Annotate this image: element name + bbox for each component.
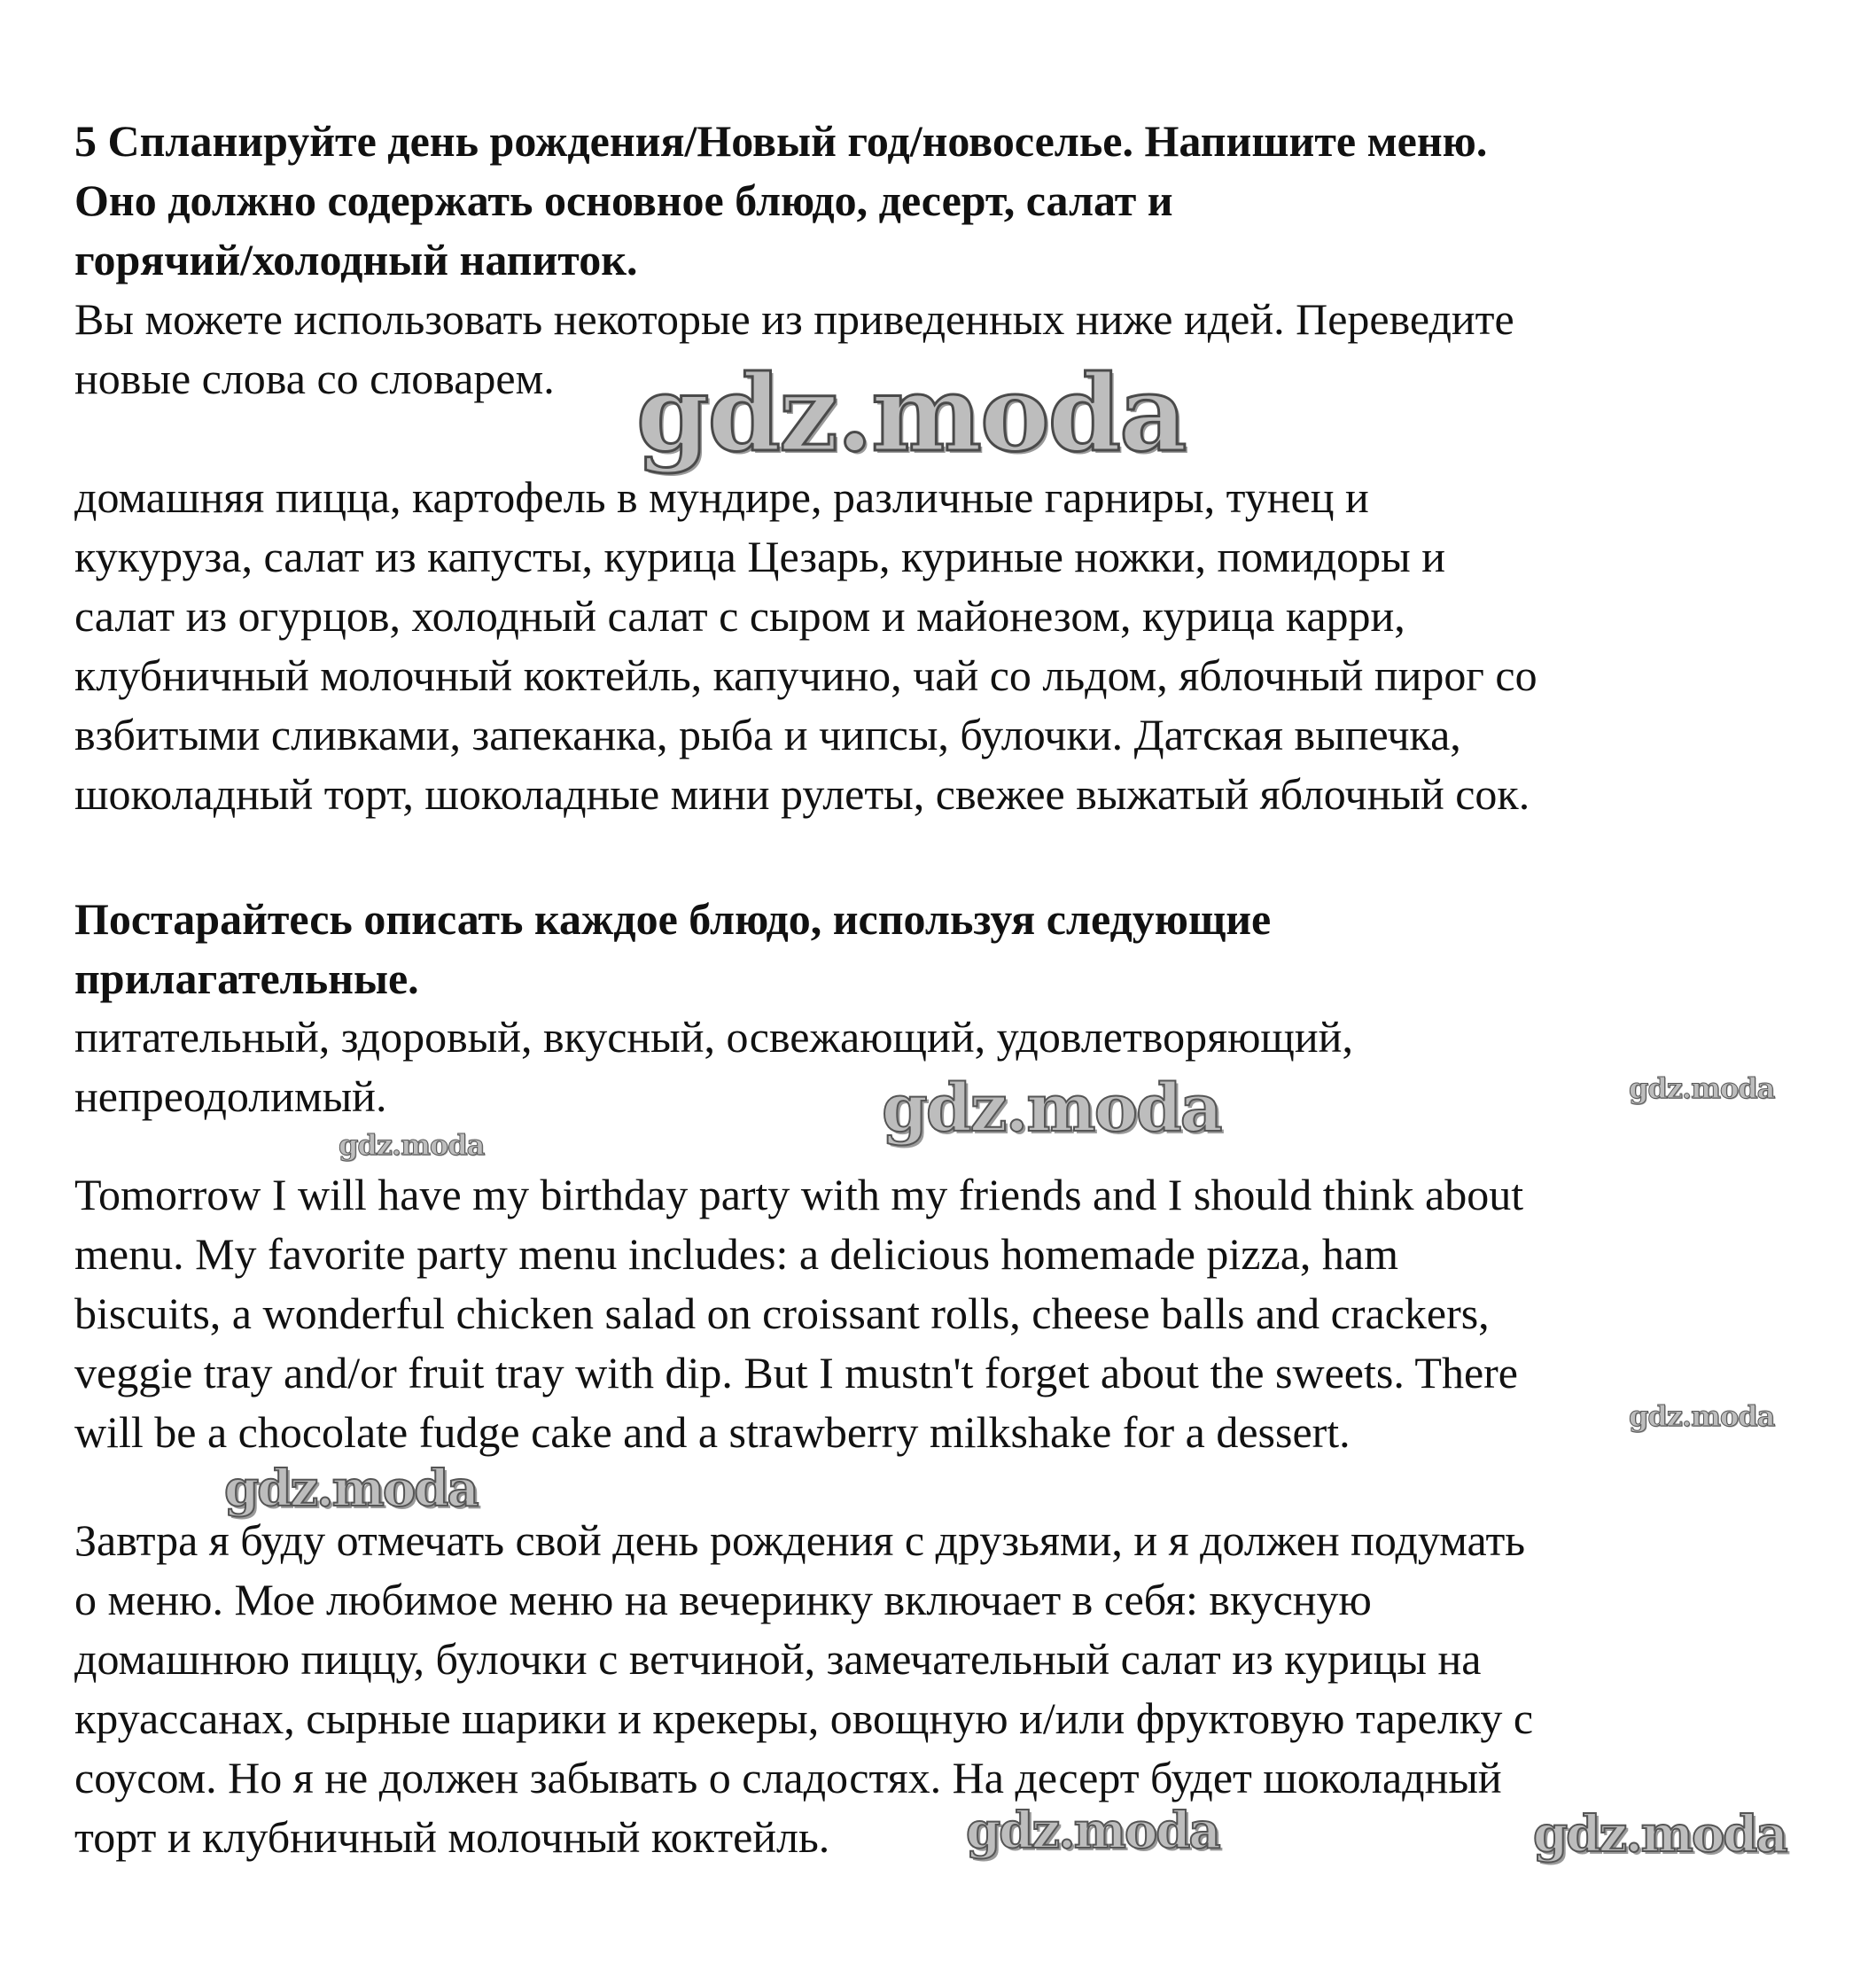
answer-ru-line: торт и клубничный молочный коктейль. [74,1812,830,1862]
ideas-line: взбитыми сливками, запеканка, рыба и чипсы, булочки. Датская выпечка, [74,710,1461,759]
watermark-logo: gdz.moda [966,1802,1219,1860]
ideas-line: клубничный молочный коктейль, капучино, чай со льдом, яблочный пирог со [74,650,1537,700]
watermark-logo: gdz.moda [224,1460,478,1518]
task-heading-line: 5 Спланируйте день рождения/Новый год/новоселье. Напишите меню. [74,116,1488,166]
answer-ru-line: о меню. Мое любимое меню на вечеринку включает в себя: вкусную [74,1575,1372,1624]
ideas-line: шоколадный торт, шоколадные мини рулеты, свежее выжатый яблочный сок. [74,769,1530,819]
instruction-line: Вы можете использовать некоторые из приведенных ниже идей. Переведите [74,294,1514,344]
answer-en-line: will be a chocolate fudge cake and a strawberry milkshake for a dessert. [74,1407,1351,1457]
watermark-logo: gdz.moda [882,1070,1221,1147]
answer-ru-line: соусом. Но я не должен забывать о сладостях. На десерт будет шоколадный [74,1753,1502,1802]
answer-ru-line: Завтра я буду отмечать свой день рождения с друзьями, и я должен подумать [74,1515,1526,1565]
watermark-logo: gdz.moda [1629,1071,1775,1105]
adjectives-line: непреодолимый. [74,1071,387,1121]
instruction-line: новые слова со словарем. [74,354,555,403]
answer-en-line: veggie tray and/or fruit tray with dip. But I mustn't forget about the sweets. There [74,1348,1519,1397]
ideas-line: кукуруза, салат из капусты, курица Цезарь, куриные ножки, помидоры и [74,532,1445,581]
answer-en-line: Tomorrow I will have my birthday party with my friends and I should think about [74,1170,1524,1219]
answer-en-line: biscuits, a wonderful chicken salad on croissant rolls, cheese balls and crackers, [74,1288,1490,1338]
describe-heading [74,890,1820,1008]
answer-ru-line: круассанах, сырные шарики и крекеры, овощную и/или фруктовую тарелку с [74,1693,1534,1743]
task-heading [74,112,1820,290]
watermark-logo: gdz.moda [1533,1805,1786,1864]
watermark-logo: gdz.moda [339,1128,485,1162]
watermark-logo: gdz.moda [1629,1399,1775,1433]
ideas-line: домашняя пицца, картофель в мундире, различные гарниры, тунец и [74,472,1369,522]
describe-heading-line: прилагательные. [74,954,419,1003]
answer-ru-line: домашнюю пиццу, булочки с ветчиной, замечательный салат из курицы на [74,1634,1482,1684]
ideas-line: салат из огурцов, холодный салат с сыром и майонезом, курица карри, [74,591,1405,641]
describe-heading-line: Постарайтесь описать каждое блюдо, используя следующие [74,894,1272,944]
answer-english [74,1165,1820,1462]
adjectives-line: питательный, здоровый, вкусный, освежающий, удовлетворяющий, [74,1012,1353,1062]
watermark-logo: gdz.moda [636,352,1186,475]
task-heading-line: горячий/холодный напиток. [74,235,638,284]
task-heading-line: Оно должно содержать основное блюдо, десерт, салат и [74,175,1173,225]
menu-ideas [74,468,1820,824]
answer-en-line: menu. My favorite party menu includes: a delicious homemade pizza, ham [74,1229,1398,1279]
